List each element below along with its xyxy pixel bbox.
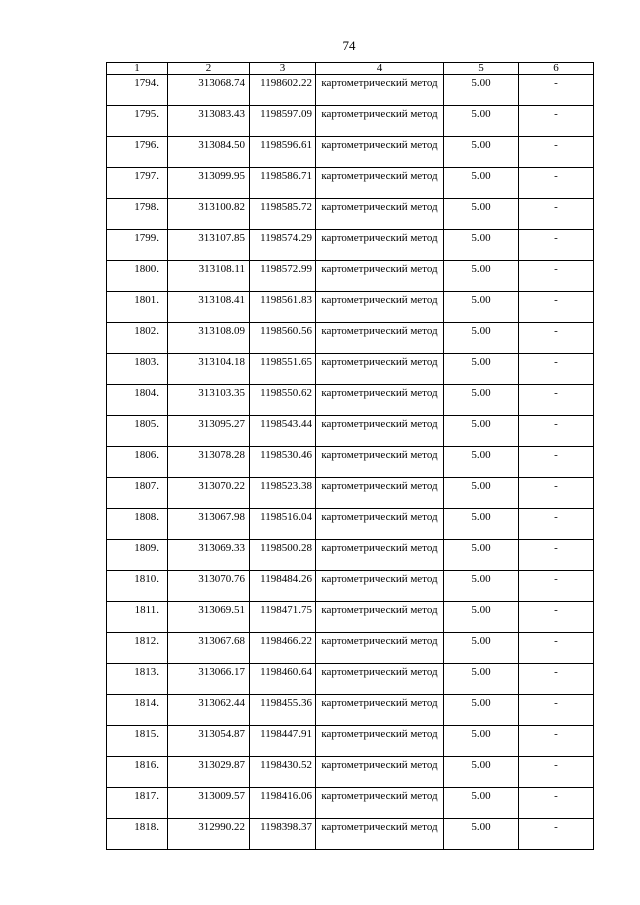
cell-coord-x: 313083.43 [168, 106, 250, 137]
cell-method: картометрический метод [316, 137, 444, 168]
page-number: 74 [342, 38, 356, 53]
cell-method: картометрический метод [316, 819, 444, 850]
cell-accuracy: 5.00 [444, 633, 519, 664]
cell-coord-y: 1198586.71 [250, 168, 316, 199]
cell-coord-y: 1198460.64 [250, 664, 316, 695]
cell-coord-y: 1198516.04 [250, 509, 316, 540]
cell-method: картометрический метод [316, 354, 444, 385]
cell-point-number: 1803. [107, 354, 168, 385]
cell-accuracy: 5.00 [444, 385, 519, 416]
cell-coord-y: 1198585.72 [250, 199, 316, 230]
cell-coord-x: 313108.11 [168, 261, 250, 292]
cell-coord-x: 313066.17 [168, 664, 250, 695]
cell-point-number: 1816. [107, 757, 168, 788]
cell-note: - [519, 602, 594, 633]
table-row [107, 447, 594, 478]
table-row [107, 664, 594, 695]
cell-point-number: 1797. [107, 168, 168, 199]
table-row [107, 168, 594, 199]
cell-coord-x: 313108.09 [168, 323, 250, 354]
cell-accuracy: 5.00 [444, 199, 519, 230]
cell-accuracy: 5.00 [444, 416, 519, 447]
cell-note: - [519, 633, 594, 664]
cell-coord-y: 1198572.99 [250, 261, 316, 292]
cell-coord-y: 1198597.09 [250, 106, 316, 137]
cell-method: картометрический метод [316, 230, 444, 261]
cell-coord-x: 313062.44 [168, 695, 250, 726]
cell-coord-x: 313069.33 [168, 540, 250, 571]
cell-note: - [519, 664, 594, 695]
table-row [107, 788, 594, 819]
cell-method: картометрический метод [316, 509, 444, 540]
cell-point-number: 1796. [107, 137, 168, 168]
cell-point-number: 1810. [107, 571, 168, 602]
cell-point-number: 1799. [107, 230, 168, 261]
cell-method: картометрический метод [316, 633, 444, 664]
cell-accuracy: 5.00 [444, 447, 519, 478]
cell-coord-x: 313009.57 [168, 788, 250, 819]
cell-accuracy: 5.00 [444, 757, 519, 788]
cell-point-number: 1811. [107, 602, 168, 633]
cell-accuracy: 5.00 [444, 540, 519, 571]
cell-point-number: 1794. [107, 75, 168, 106]
header-col-5: 5 [444, 63, 519, 75]
table-row [107, 137, 594, 168]
cell-coord-y: 1198596.61 [250, 137, 316, 168]
cell-note: - [519, 540, 594, 571]
cell-accuracy: 5.00 [444, 819, 519, 850]
cell-coord-x: 313069.51 [168, 602, 250, 633]
cell-note: - [519, 695, 594, 726]
cell-method: картометрический метод [316, 168, 444, 199]
cell-method: картометрический метод [316, 664, 444, 695]
cell-accuracy: 5.00 [444, 571, 519, 602]
cell-note: - [519, 509, 594, 540]
cell-method: картометрический метод [316, 571, 444, 602]
table-row [107, 230, 594, 261]
cell-coord-y: 1198523.38 [250, 478, 316, 509]
cell-note: - [519, 571, 594, 602]
cell-point-number: 1800. [107, 261, 168, 292]
cell-coord-y: 1198543.44 [250, 416, 316, 447]
cell-coord-y: 1198500.28 [250, 540, 316, 571]
cell-coord-y: 1198602.22 [250, 75, 316, 106]
cell-point-number: 1807. [107, 478, 168, 509]
header-col-1: 1 [107, 63, 168, 75]
table-row [107, 478, 594, 509]
table-header-row [107, 63, 594, 75]
cell-note: - [519, 447, 594, 478]
cell-note: - [519, 726, 594, 757]
header-col-6: 6 [519, 63, 594, 75]
cell-point-number: 1817. [107, 788, 168, 819]
cell-note: - [519, 230, 594, 261]
table-row [107, 416, 594, 447]
cell-accuracy: 5.00 [444, 509, 519, 540]
cell-coord-y: 1198430.52 [250, 757, 316, 788]
cell-coord-x: 313070.76 [168, 571, 250, 602]
cell-coord-x: 313107.85 [168, 230, 250, 261]
cell-point-number: 1809. [107, 540, 168, 571]
cell-note: - [519, 478, 594, 509]
table-row [107, 75, 594, 106]
cell-accuracy: 5.00 [444, 137, 519, 168]
cell-coord-y: 1198455.36 [250, 695, 316, 726]
cell-note: - [519, 168, 594, 199]
cell-coord-x: 313103.35 [168, 385, 250, 416]
cell-coord-x: 313067.68 [168, 633, 250, 664]
cell-method: картометрический метод [316, 416, 444, 447]
cell-note: - [519, 323, 594, 354]
cell-coord-x: 313029.87 [168, 757, 250, 788]
cell-coord-x: 313067.98 [168, 509, 250, 540]
cell-coord-y: 1198416.06 [250, 788, 316, 819]
cell-method: картометрический метод [316, 602, 444, 633]
cell-note: - [519, 292, 594, 323]
cell-coord-y: 1198398.37 [250, 819, 316, 850]
cell-note: - [519, 354, 594, 385]
cell-method: картометрический метод [316, 75, 444, 106]
cell-note: - [519, 757, 594, 788]
cell-coord-x: 313084.50 [168, 137, 250, 168]
cell-method: картометрический метод [316, 199, 444, 230]
table-row [107, 106, 594, 137]
cell-point-number: 1801. [107, 292, 168, 323]
table-row [107, 726, 594, 757]
cell-coord-x: 313100.82 [168, 199, 250, 230]
cell-coord-y: 1198551.65 [250, 354, 316, 385]
cell-point-number: 1805. [107, 416, 168, 447]
cell-point-number: 1795. [107, 106, 168, 137]
cell-method: картометрический метод [316, 695, 444, 726]
table-body [107, 75, 594, 850]
cell-coord-y: 1198561.83 [250, 292, 316, 323]
cell-accuracy: 5.00 [444, 106, 519, 137]
cell-accuracy: 5.00 [444, 323, 519, 354]
cell-accuracy: 5.00 [444, 75, 519, 106]
cell-point-number: 1806. [107, 447, 168, 478]
table-row [107, 509, 594, 540]
cell-note: - [519, 75, 594, 106]
cell-coord-y: 1198471.75 [250, 602, 316, 633]
table-row [107, 354, 594, 385]
cell-coord-y: 1198550.62 [250, 385, 316, 416]
cell-method: картометрический метод [316, 788, 444, 819]
cell-accuracy: 5.00 [444, 664, 519, 695]
cell-coord-x: 313068.74 [168, 75, 250, 106]
cell-method: картометрический метод [316, 726, 444, 757]
cell-coord-x: 313070.22 [168, 478, 250, 509]
cell-point-number: 1808. [107, 509, 168, 540]
cell-accuracy: 5.00 [444, 354, 519, 385]
cell-coord-y: 1198466.22 [250, 633, 316, 664]
cell-note: - [519, 788, 594, 819]
cell-point-number: 1814. [107, 695, 168, 726]
cell-note: - [519, 416, 594, 447]
header-col-3: 3 [250, 63, 316, 75]
cell-accuracy: 5.00 [444, 292, 519, 323]
cell-coord-y: 1198530.46 [250, 447, 316, 478]
cell-note: - [519, 261, 594, 292]
cell-coord-x: 313108.41 [168, 292, 250, 323]
cell-point-number: 1818. [107, 819, 168, 850]
cell-accuracy: 5.00 [444, 695, 519, 726]
cell-accuracy: 5.00 [444, 602, 519, 633]
cell-coord-x: 313099.95 [168, 168, 250, 199]
cell-method: картометрический метод [316, 385, 444, 416]
table-row [107, 199, 594, 230]
cell-coord-x: 313104.18 [168, 354, 250, 385]
cell-note: - [519, 199, 594, 230]
cell-coord-x: 312990.22 [168, 819, 250, 850]
cell-coord-x: 313078.28 [168, 447, 250, 478]
cell-point-number: 1813. [107, 664, 168, 695]
cell-point-number: 1798. [107, 199, 168, 230]
cell-point-number: 1802. [107, 323, 168, 354]
table-row [107, 757, 594, 788]
cell-coord-y: 1198574.29 [250, 230, 316, 261]
table-row [107, 323, 594, 354]
cell-note: - [519, 137, 594, 168]
cell-accuracy: 5.00 [444, 726, 519, 757]
cell-point-number: 1815. [107, 726, 168, 757]
table-row [107, 571, 594, 602]
cell-method: картометрический метод [316, 106, 444, 137]
cell-accuracy: 5.00 [444, 478, 519, 509]
table-row [107, 633, 594, 664]
cell-point-number: 1804. [107, 385, 168, 416]
cell-accuracy: 5.00 [444, 261, 519, 292]
table-row [107, 819, 594, 850]
cell-coord-x: 313095.27 [168, 416, 250, 447]
cell-accuracy: 5.00 [444, 230, 519, 261]
cell-coord-x: 313054.87 [168, 726, 250, 757]
cell-method: картометрический метод [316, 323, 444, 354]
header-col-4: 4 [316, 63, 444, 75]
cell-coord-y: 1198484.26 [250, 571, 316, 602]
cell-note: - [519, 106, 594, 137]
cell-method: картометрический метод [316, 540, 444, 571]
table-row [107, 292, 594, 323]
cell-method: картометрический метод [316, 478, 444, 509]
table-row [107, 261, 594, 292]
cell-coord-y: 1198447.91 [250, 726, 316, 757]
cell-note: - [519, 385, 594, 416]
cell-accuracy: 5.00 [444, 788, 519, 819]
cell-method: картометрический метод [316, 447, 444, 478]
cell-note: - [519, 819, 594, 850]
header-col-2: 2 [168, 63, 250, 75]
table-row [107, 385, 594, 416]
cell-point-number: 1812. [107, 633, 168, 664]
table-row [107, 695, 594, 726]
cell-coord-y: 1198560.56 [250, 323, 316, 354]
cell-method: картометрический метод [316, 757, 444, 788]
cell-accuracy: 5.00 [444, 168, 519, 199]
cell-method: картометрический метод [316, 261, 444, 292]
coordinates-table [106, 62, 594, 850]
table-row [107, 540, 594, 571]
cell-method: картометрический метод [316, 292, 444, 323]
table-row [107, 602, 594, 633]
